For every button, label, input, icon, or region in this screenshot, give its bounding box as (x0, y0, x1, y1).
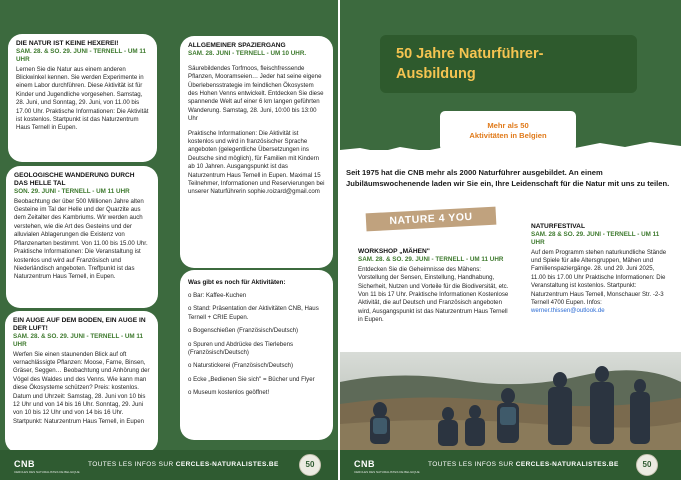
event-description (531, 249, 670, 316)
activities-heading: Was gibt es noch für Aktivitäten: (188, 279, 286, 286)
subtitle-line1: Mehr als 50 (487, 121, 529, 130)
main-title-line2: Ausbildung (396, 65, 476, 82)
activities-list (188, 292, 325, 398)
anniversary-badge: 50 (299, 454, 321, 476)
event-date: SAM. 28. & SO. 29. JUNI - TERNELL - UM 11 UHR (13, 332, 144, 348)
activity-item: o Stand: Präsentation der Aktivitäten CNB, Haus Ternell + CRIE Eupen. (188, 305, 319, 321)
activity-item: o Museum kostenlos geöffnet! (188, 389, 270, 397)
subtitle-line2: Aktivitäten in Belgien (469, 131, 547, 141)
logo-text: CNB (14, 459, 35, 469)
footer-website-link[interactable]: CERCLES-NATURALISTES.BE (515, 461, 619, 468)
other-activities-card (180, 270, 333, 440)
event-description: Werfen Sie einen staunenden Blick auf oft vernachlässigte Pflanzen: Moose, Farne, Binsen, Gräser, Seggen… Beobachtung und Anhörung der Vögel des Waldes und des Venns. Wie kann man diese Ökosysteme schützen? Preis: kostenlos. Datum und Uhrzeit: Samstag, 28. Juni von 10 bis 12 Uhr und von 14 bis 16 Uhr. Sonntag, 29. Juni von 10 bis 12 Uhr und von 14 bis 16 Uhr. Startpunkt: Naturzentrum Haus Ternell, in Eupen (13, 350, 150, 425)
cnb-logo (354, 459, 420, 474)
activity-item: o Bar: Kaffee-Kuchen (188, 292, 247, 299)
event-date: SAM. 28. JUNI - TERNELL - UM 10 UHR. (188, 49, 307, 57)
group-photo (340, 352, 681, 450)
footer-prefix: TOUTES LES INFOS SUR (428, 461, 516, 468)
logo-subtext: CERCLES DES NATURALISTES DE BELGIQUE (354, 470, 420, 474)
event-date: SAM. 28. & SO. 29. JUNI - TERNELL - UM 11 UHR (16, 47, 147, 63)
footer-website-link[interactable]: CERCLES-NATURALISTES.BE (175, 461, 279, 468)
activity-item: o Ecke „Bedienen Sie sich" = Bücher und Flyer (188, 375, 315, 383)
banner-text: NATURE 4 YOU (389, 210, 473, 228)
activity-item: o Naturstickerei (Französisch/Deutsch) (188, 362, 293, 370)
footer-prefix: TOUTES LES INFOS SUR (88, 461, 176, 468)
footer (340, 450, 681, 480)
main-title-line1: 50 Jahre Naturführer- (396, 46, 544, 62)
logo-subtext: CERCLES DES NATURALISTES DE BELGIQUE (14, 470, 80, 474)
event-title: EIN AUGE AUF DEM BODEN, EIN AUGE IN DER LUFT! (13, 317, 146, 332)
festival-email-link[interactable]: werner.thissen@outlook.de (531, 307, 605, 315)
festival-text: Auf dem Programm stehen naturkundliche Stände und Spiele für alle Altersgruppen, Mähen und Familienspaziergänge. 28. und 29. Juni 2025, 11.00 bis 17.00 Uhr Praktische Informationen: Die Veranstaltung ist kostenlos. Startpunkt: Naturzentrum Haus Ternell, Monschauer Str. -2-3 Ternell 4700 Eupen. Infos: (531, 248, 667, 307)
event-title: GEOLOGISCHE WANDERUNG DURCH DAS HELLE TAL (14, 172, 135, 187)
event-practical-info: Praktische Informationen: Die Aktivität ist kostenlos und wird in französischer Sprache angeboten (gelegentliche Übersetzungen ins Deutsche sind möglich), für Familien mit Kindern ab 10 Jahren. Ausgangspunkt ist das Naturzentrum Haus Ternell in Eupen. Maximal 15 Teilnehmer, Informationen und Reservierungen bei unserer Naturführerin sophie.roizard@gmail.com (188, 129, 325, 196)
anniversary-badge: 50 (636, 454, 658, 476)
event-title: DIE NATUR IST KEINE HEXEREI! (16, 40, 119, 47)
event-card-spaziergang (180, 36, 333, 268)
activity-item: o Bogenschießen (Französisch/Deutsch) (188, 327, 299, 335)
event-card-naturfestival (524, 218, 677, 346)
logo-text: CNB (354, 459, 375, 469)
event-title: NATURFESTIVAL (531, 223, 585, 230)
event-description: Lernen Sie die Natur aus einem anderen Blickwinkel kennen. Sie werden Experimente in einem Labor durchführen. Diese Aktivität ist für Kinder und Jugendliche vorgesehen. Samstag, 28. Juni, und Sonntag, 29. Juni, von 11.00 bis 17.00 Uhr. Praktische Informationen: Die Aktivität ist kostenlos. Startpunkt ist das Naturzentrum Haus Ternell in Eupen. (16, 65, 149, 132)
footer-info (88, 461, 279, 468)
event-date: SON. 29. JUNI - TERNELL - UM 11 UHR (14, 187, 130, 195)
title-box (380, 35, 637, 93)
footer-info (428, 461, 619, 468)
left-page (0, 0, 338, 480)
footer (0, 450, 338, 480)
activity-item: o Spuren und Abdrücke des Tierlebens (Französisch/Deutsch) (188, 340, 294, 357)
event-date: SAM. 28. & SO. 29. JUNI - TERNELL - UM 11 UHR (358, 255, 504, 263)
subtitle-box (440, 111, 576, 151)
event-card-geologie (6, 166, 158, 308)
cnb-logo (14, 459, 80, 474)
event-description: Beobachtung der über 500 Millionen Jahre alten Gesteine im Tal der Helle und der Quarzite aus dem Zeitalter des Kambriums. Wir werden auch verstehen, wie die Art des Gesteins und der alluvialen Ablagerungen die Existenz von Pflanzenarten bestimmt. Von 11.00 bis 15.00 Uhr. (14, 197, 148, 247)
right-page (340, 0, 681, 480)
event-title: ALLGEMEINER SPAZIERGANG (188, 42, 286, 49)
event-card-hexerei (8, 34, 157, 162)
event-card-workshop (354, 244, 514, 362)
event-title: WORKSHOP „MÄHEN" (358, 248, 430, 255)
event-description: Entdecken Sie die Geheimnisse des Mähens: Vorstellung der Sensen, Einstellung, Handhabung, Sicherheit, Nutzen und Vorteile für die Biodiversität, etc. Von 11 bis 17 Uhr. Praktische Informationen Kostenlose Aktivität, die auf Deutsch und Französisch angeboten wird, Ausgangspunkt ist das Naturzentrum Haus Ternell in Eupen. (358, 265, 509, 324)
event-description: Säurebildendes Torfmoos, fleischfressende Pflanzen, Mooramseien… Jeder hat seine eigene Überlebensstrategie im feindlichen Ökosystem des Hohen Venns entwickelt. Entdecken Sie diese spannende Welt auf einer 6 km langen geführten Wanderung. Samstag, 28. Juni, 10:00 bis 13:00 Uhr (188, 64, 324, 123)
event-date: SAM. 28 & SO. 29. JUNI - TERNELL - UM 11 UHR (531, 230, 660, 246)
event-card-auge (5, 311, 158, 453)
event-practical-info: Praktische Informationen: Die Veranstaltung ist kostenlos und wird auf Französisch und Niederländisch angeboten. Treffpunkt ist das Naturzentrum Haus Ternell, in Eupen. (14, 248, 141, 281)
intro-text: Seit 1975 hat die CNB mehr als 2000 Naturführer ausgebildet. An einem Jubiläumswochenende laden wir Sie ein, Ihre Leidenschaft für die Natur mit uns zu teilen. (346, 168, 670, 188)
